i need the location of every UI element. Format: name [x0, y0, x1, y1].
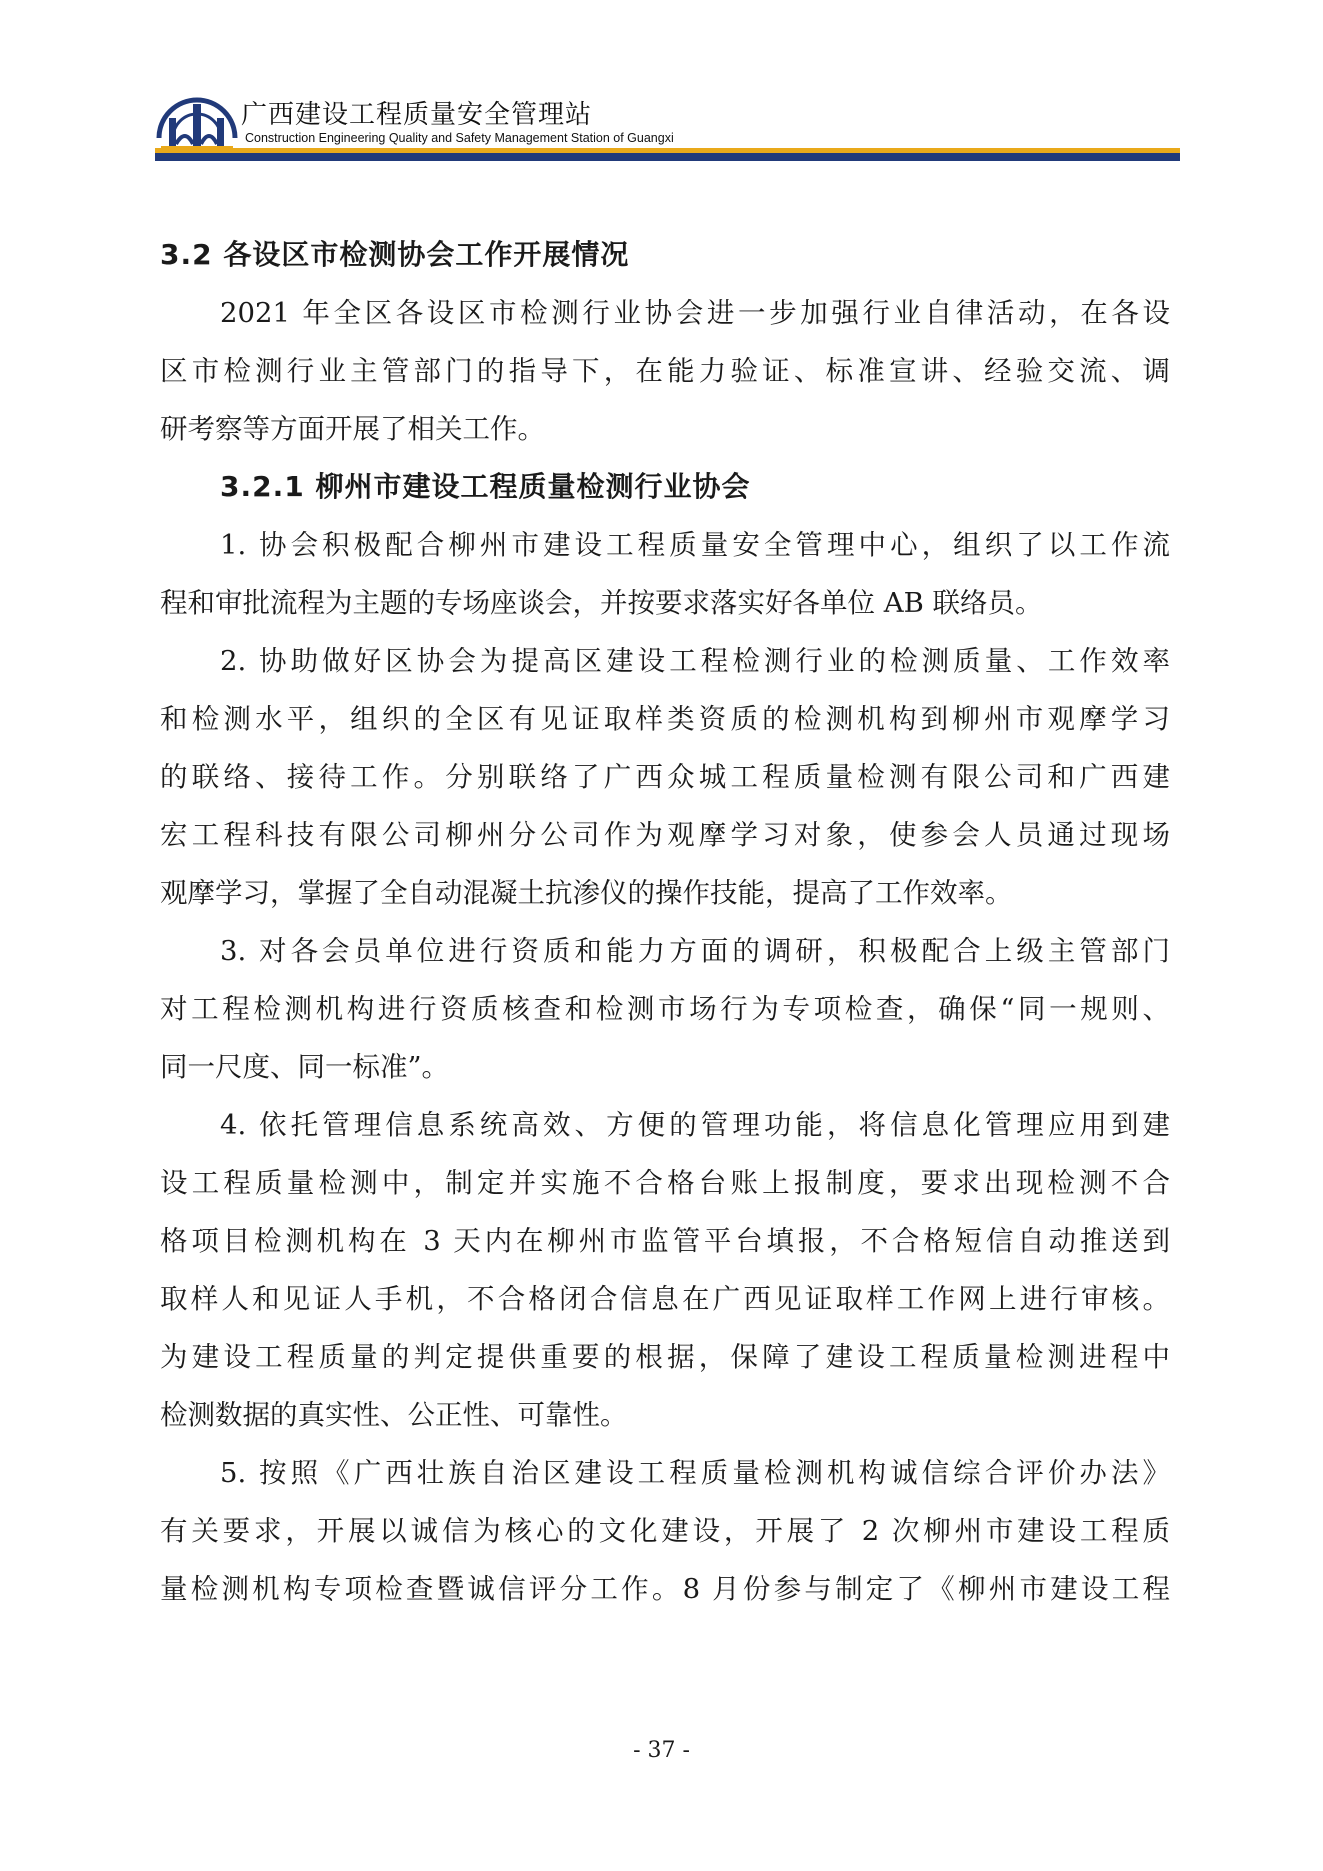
item-paragraph-5: [160, 1444, 1170, 1618]
paragraph-line: 和检测水平，组织的全区有见证取样类资质的检测机构到柳州市观摩学习: [160, 703, 1170, 735]
subsection-heading: 3.2.1 柳州市建设工程质量检测行业协会: [220, 470, 751, 503]
header-rule-navy: [155, 153, 1180, 161]
paragraph-line: 1. 协会积极配合柳州市建设工程质量安全管理中心，组织了以工作流: [220, 529, 1170, 561]
item-paragraph-1: [160, 516, 1170, 632]
item-paragraph-3: [160, 922, 1170, 1096]
paragraph-line: 3. 对各会员单位进行资质和能力方面的调研，积极配合上级主管部门: [220, 935, 1170, 967]
paragraph-line: 2021 年全区各设区市检测行业协会进一步加强行业自律活动，在各设: [220, 297, 1170, 329]
paragraph-line: 格项目检测机构在 3 天内在柳州市监管平台填报，不合格短信自动推送到: [160, 1225, 1170, 1257]
paragraph-line: 5. 按照《广西壮族自治区建设工程质量检测机构诚信综合评价办法》: [220, 1457, 1170, 1489]
paragraph-line: 设工程质量检测中，制定并实施不合格台账上报制度，要求出现检测不合: [160, 1167, 1170, 1199]
paragraph-line: 为建设工程质量的判定提供重要的根据，保障了建设工程质量检测进程中: [160, 1341, 1170, 1373]
org-name-cn: 广西建设工程质量安全管理站: [241, 100, 593, 130]
paragraph-line: 4. 依托管理信息系统高效、方便的管理功能，将信息化管理应用到建: [220, 1109, 1170, 1141]
paragraph-line: 取样人和见证人手机，不合格闭合信息在广西见证取样工作网上进行审核。: [160, 1283, 1170, 1315]
org-name-en: Construction Engineering Quality and Safety Management Station of Guangxi: [245, 131, 674, 145]
item-paragraph-2: [160, 632, 1170, 922]
page-body: [160, 226, 1170, 1618]
intro-paragraph: [160, 284, 1170, 458]
paragraph-line: 的联络、接待工作。分别联络了广西众城工程质量检测有限公司和广西建: [160, 761, 1170, 793]
page-header: [155, 88, 1180, 166]
item-paragraph-4: [160, 1096, 1170, 1444]
paragraph-line: 检测数据的真实性、公正性、可靠性。: [160, 1399, 628, 1431]
section-heading: 3.2 各设区市检测协会工作开展情况: [160, 238, 630, 271]
paragraph-line: 2. 协助做好区协会为提高区建设工程检测行业的检测质量、工作效率: [220, 645, 1170, 677]
paragraph-line: 对工程检测机构进行资质核查和检测市场行为专项检查，确保“同一规则、: [160, 993, 1170, 1025]
paragraph-line: 研考察等方面开展了相关工作。: [160, 413, 545, 445]
paragraph-line: 有关要求，开展以诚信为核心的文化建设，开展了 2 次柳州市建设工程质: [160, 1515, 1170, 1547]
paragraph-line: 宏工程科技有限公司柳州分公司作为观摩学习对象，使参会人员通过现场: [160, 819, 1170, 851]
paragraph-line: 量检测机构专项检查暨诚信评分工作。8 月份参与制定了《柳州市建设工程: [160, 1573, 1170, 1605]
page-number: - 37 -: [633, 1738, 690, 1763]
paragraph-line: 同一尺度、同一标准”。: [160, 1051, 450, 1083]
station-logo-icon: [155, 88, 239, 156]
paragraph-line: 区市检测行业主管部门的指导下，在能力验证、标准宣讲、经验交流、调: [160, 355, 1170, 387]
paragraph-line: 观摩学习，掌握了全自动混凝土抗渗仪的操作技能，提高了工作效率。: [160, 877, 1013, 909]
paragraph-line: 程和审批流程为主题的专场座谈会，并按要求落实好各单位 AB 联络员。: [160, 587, 1043, 619]
